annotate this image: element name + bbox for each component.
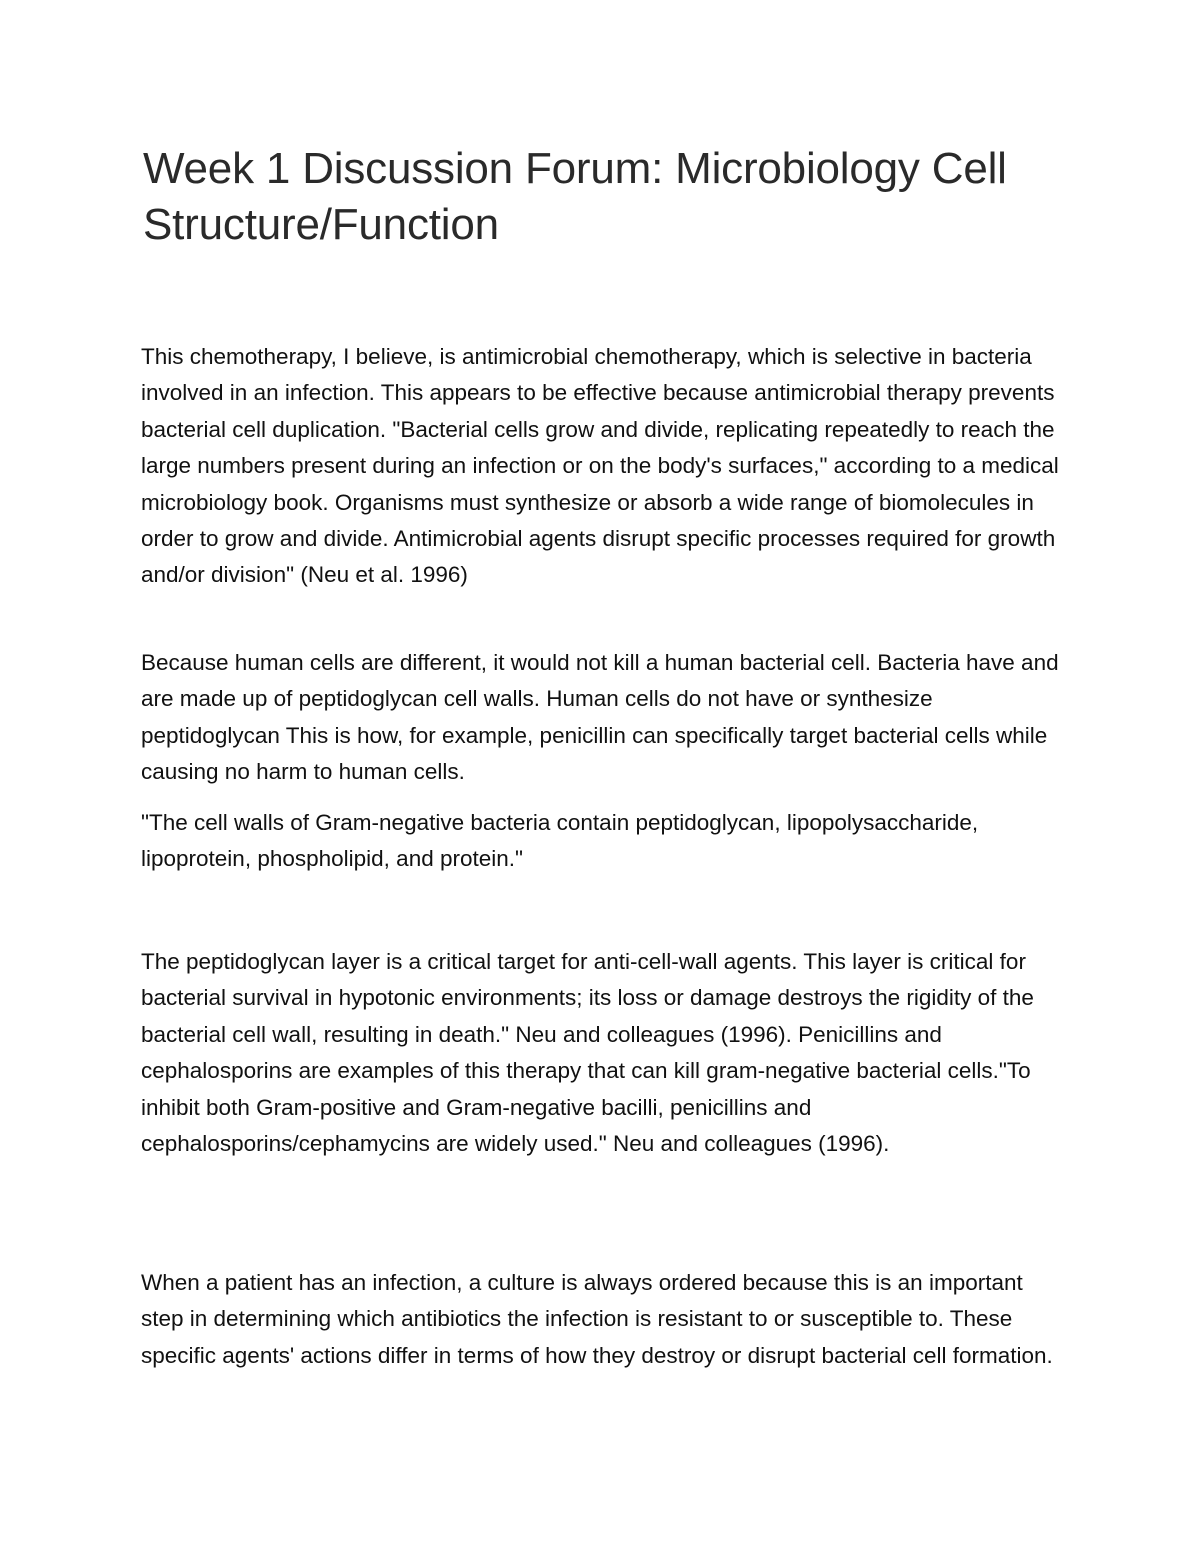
- paragraph-culture: When a patient has an infection, a culture is always ordered because this is an important step in determining which antibiotics the infection is resistant to or susceptible to. These specific agents' actions differ in terms of how they destroy or disrupt bacterial cell formation.: [141, 1270, 1053, 1368]
- document-title: Week 1 Discussion Forum: Microbiology Cell Structure/Function: [143, 144, 1007, 249]
- paragraph-gram-negative-quote: "The cell walls of Gram-negative bacteria contain peptidoglycan, lipopolysaccharide, lipoprotein, phospholipid, and protein.": [141, 810, 979, 872]
- paragraph-peptidoglycan-layer: The peptidoglycan layer is a critical target for anti-cell-wall agents. This layer is critical for bacterial survival in hypotonic environments; its loss or damage destroys the rigidity of the bacterial cell wall, resulting in death." Neu and colleagues (1996). Penicillins and cephalosporins are examples of this therapy that can kill gram-negative bacterial cells."To inhibit both Gram-positive and Gram-negative bacilli, penicillins and cephalosporins/cephamycins are widely used." Neu and colleagues (1996).: [141, 949, 1034, 1157]
- paragraph-human-cells: Because human cells are different, it would not kill a human bacterial cell. Bacteria have and are made up of peptidoglycan cell walls. Human cells do not have or synthesize peptidoglycan This is how, for example, penicillin can specifically target bacterial cells while causing no harm to human cells.: [141, 650, 1059, 785]
- paragraph-antimicrobial-chemotherapy: This chemotherapy, I believe, is antimicrobial chemotherapy, which is selective in bacteria involved in an infection. This appears to be effective because antimicrobial therapy prevents bacterial cell duplication. "Bacterial cells grow and divide, replicating repeatedly to reach the large numbers present during an infection or on the body's surfaces," according to a medical microbiology book. Organisms must synthesize or absorb a wide range of biomolecules in order to grow and divide. Antimicrobial agents disrupt specific processes required for growth and/or division" (Neu et al. 1996): [141, 344, 1059, 588]
